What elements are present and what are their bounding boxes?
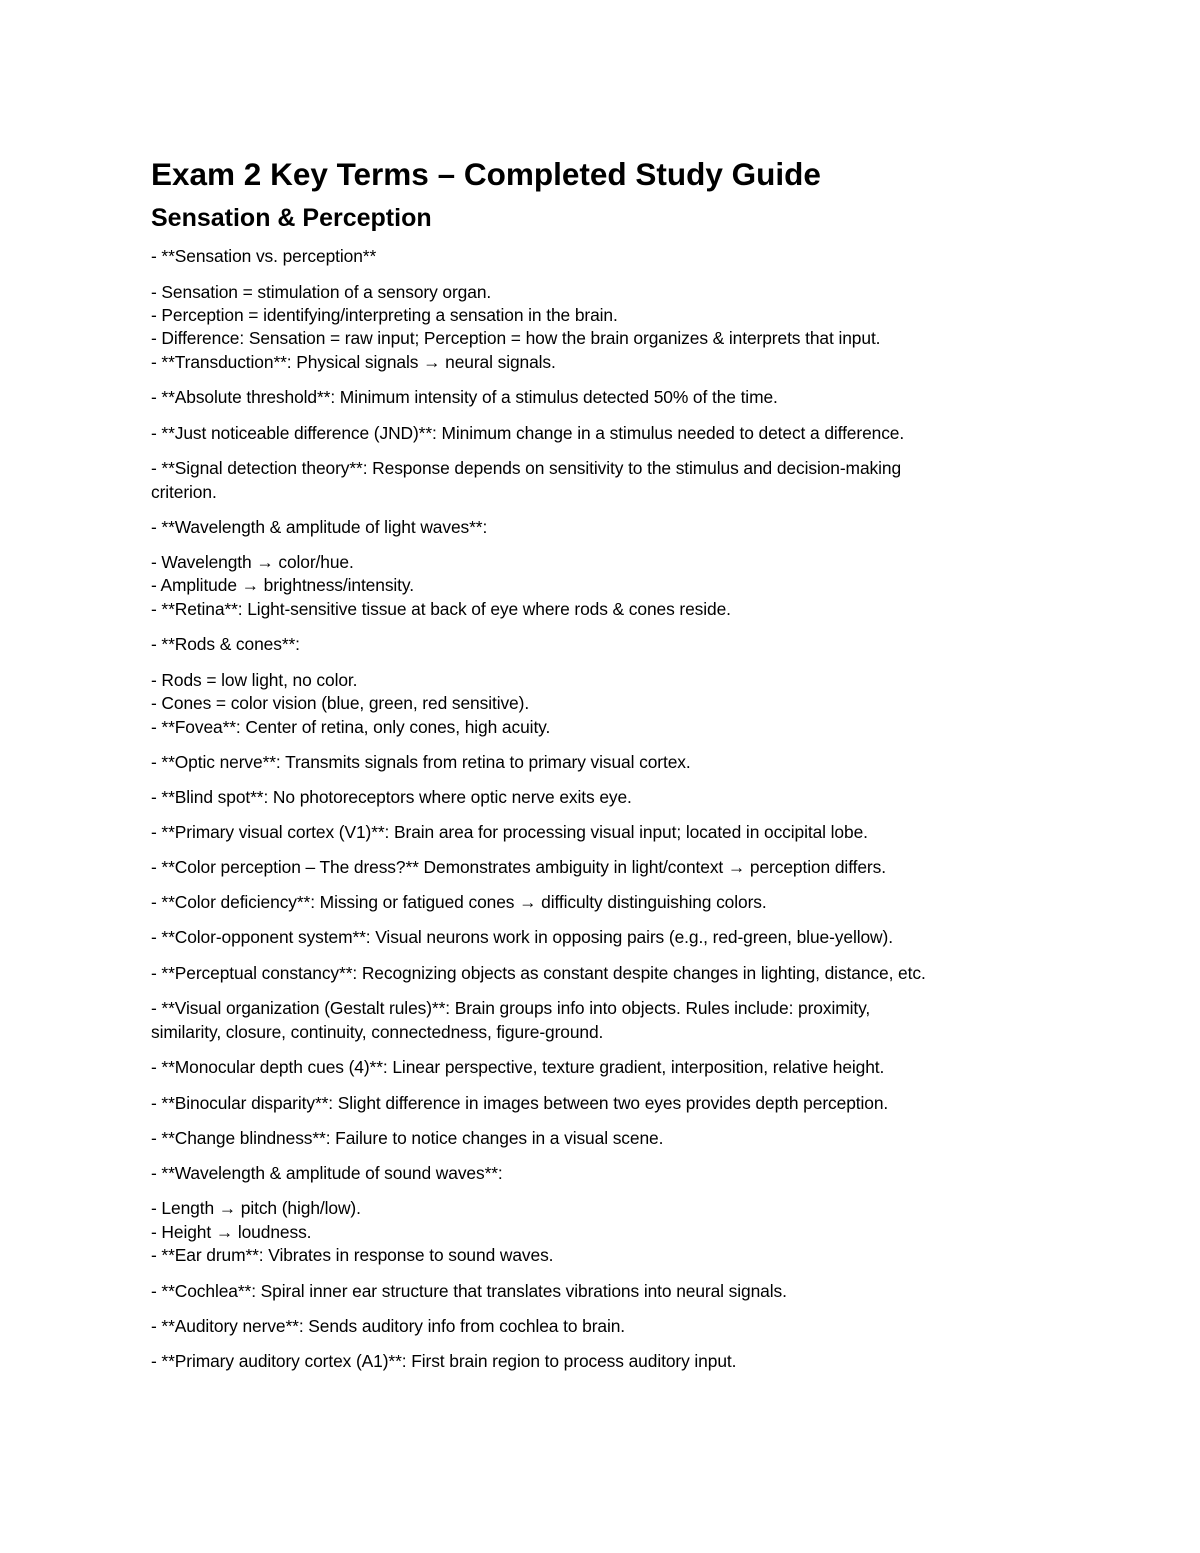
text-line: - **Primary auditory cortex (A1)**: First brain region to process auditory input. [151, 1351, 737, 1371]
text-line: - Wavelength → color/hue. [151, 552, 354, 572]
text-line: - **Wavelength & amplitude of light waves**: [151, 517, 488, 537]
text-line: - Difference: Sensation = raw input; Perception = how the brain organizes & interprets that input. [151, 328, 881, 348]
text-line: - Length → pitch (high/low). [151, 1198, 361, 1218]
text-line: - **Color perception – The dress?** Demonstrates ambiguity in light/context → perception differs. [151, 857, 886, 877]
text-line: - **Wavelength & amplitude of sound waves**: [151, 1163, 503, 1183]
text-line: - **Monocular depth cues (4)**: Linear perspective, texture gradient, interposition, relative height. [151, 1057, 885, 1077]
text-line: - **Visual organization (Gestalt rules)**: Brain groups info into objects. Rules include: proximity, [151, 998, 871, 1018]
text-line: - **Cochlea**: Spiral inner ear structure that translates vibrations into neural signals. [151, 1281, 787, 1301]
text-line: - Cones = color vision (blue, green, red sensitive). [151, 693, 530, 713]
page-title: Exam 2 Key Terms – Completed Study Guide [151, 156, 821, 192]
text-line: - **Change blindness**: Failure to notice changes in a visual scene. [151, 1128, 664, 1148]
text-line: - Sensation = stimulation of a sensory organ. [151, 282, 492, 302]
text-line: - Amplitude → brightness/intensity. [151, 575, 414, 595]
text-line: - **Color-opponent system**: Visual neurons work in opposing pairs (e.g., red-green, blue-yellow). [151, 927, 893, 947]
text-line: - **Optic nerve**: Transmits signals from retina to primary visual cortex. [151, 752, 691, 772]
text-line: - **Just noticeable difference (JND)**: Minimum change in a stimulus needed to detect a difference. [151, 423, 905, 443]
text-line: - **Blind spot**: No photoreceptors where optic nerve exits eye. [151, 787, 632, 807]
text-line: - **Primary visual cortex (V1)**: Brain area for processing visual input; located in occipital lobe. [151, 822, 868, 842]
text-line: - Perception = identifying/interpreting a sensation in the brain. [151, 305, 618, 325]
text-line: - **Color deficiency**: Missing or fatigued cones → difficulty distinguishing colors. [151, 892, 767, 912]
text-line: - **Signal detection theory**: Response depends on sensitivity to the stimulus and decision-making [151, 458, 902, 478]
text-line: similarity, closure, continuity, connectedness, figure-ground. [151, 1022, 604, 1042]
text-line: - Height → loudness. [151, 1222, 312, 1242]
text-line: - **Sensation vs. perception** [151, 246, 377, 266]
section-heading: Sensation & Perception [151, 204, 432, 232]
text-line: - **Retina**: Light-sensitive tissue at back of eye where rods & cones reside. [151, 599, 731, 619]
text-line: - **Absolute threshold**: Minimum intensity of a stimulus detected 50% of the time. [151, 387, 778, 407]
text-line: - **Perceptual constancy**: Recognizing objects as constant despite changes in lighting, distance, etc. [151, 963, 926, 983]
text-line: - **Auditory nerve**: Sends auditory info from cochlea to brain. [151, 1316, 626, 1336]
text-line: - **Ear drum**: Vibrates in response to sound waves. [151, 1245, 554, 1265]
text-line: - **Transduction**: Physical signals → neural signals. [151, 352, 556, 372]
text-line: - **Rods & cones**: [151, 634, 300, 654]
text-line: criterion. [151, 482, 217, 502]
text-line: - **Binocular disparity**: Slight difference in images between two eyes provides depth perception. [151, 1093, 889, 1113]
text-line: - **Fovea**: Center of retina, only cones, high acuity. [151, 717, 551, 737]
text-line: - Rods = low light, no color. [151, 670, 358, 690]
